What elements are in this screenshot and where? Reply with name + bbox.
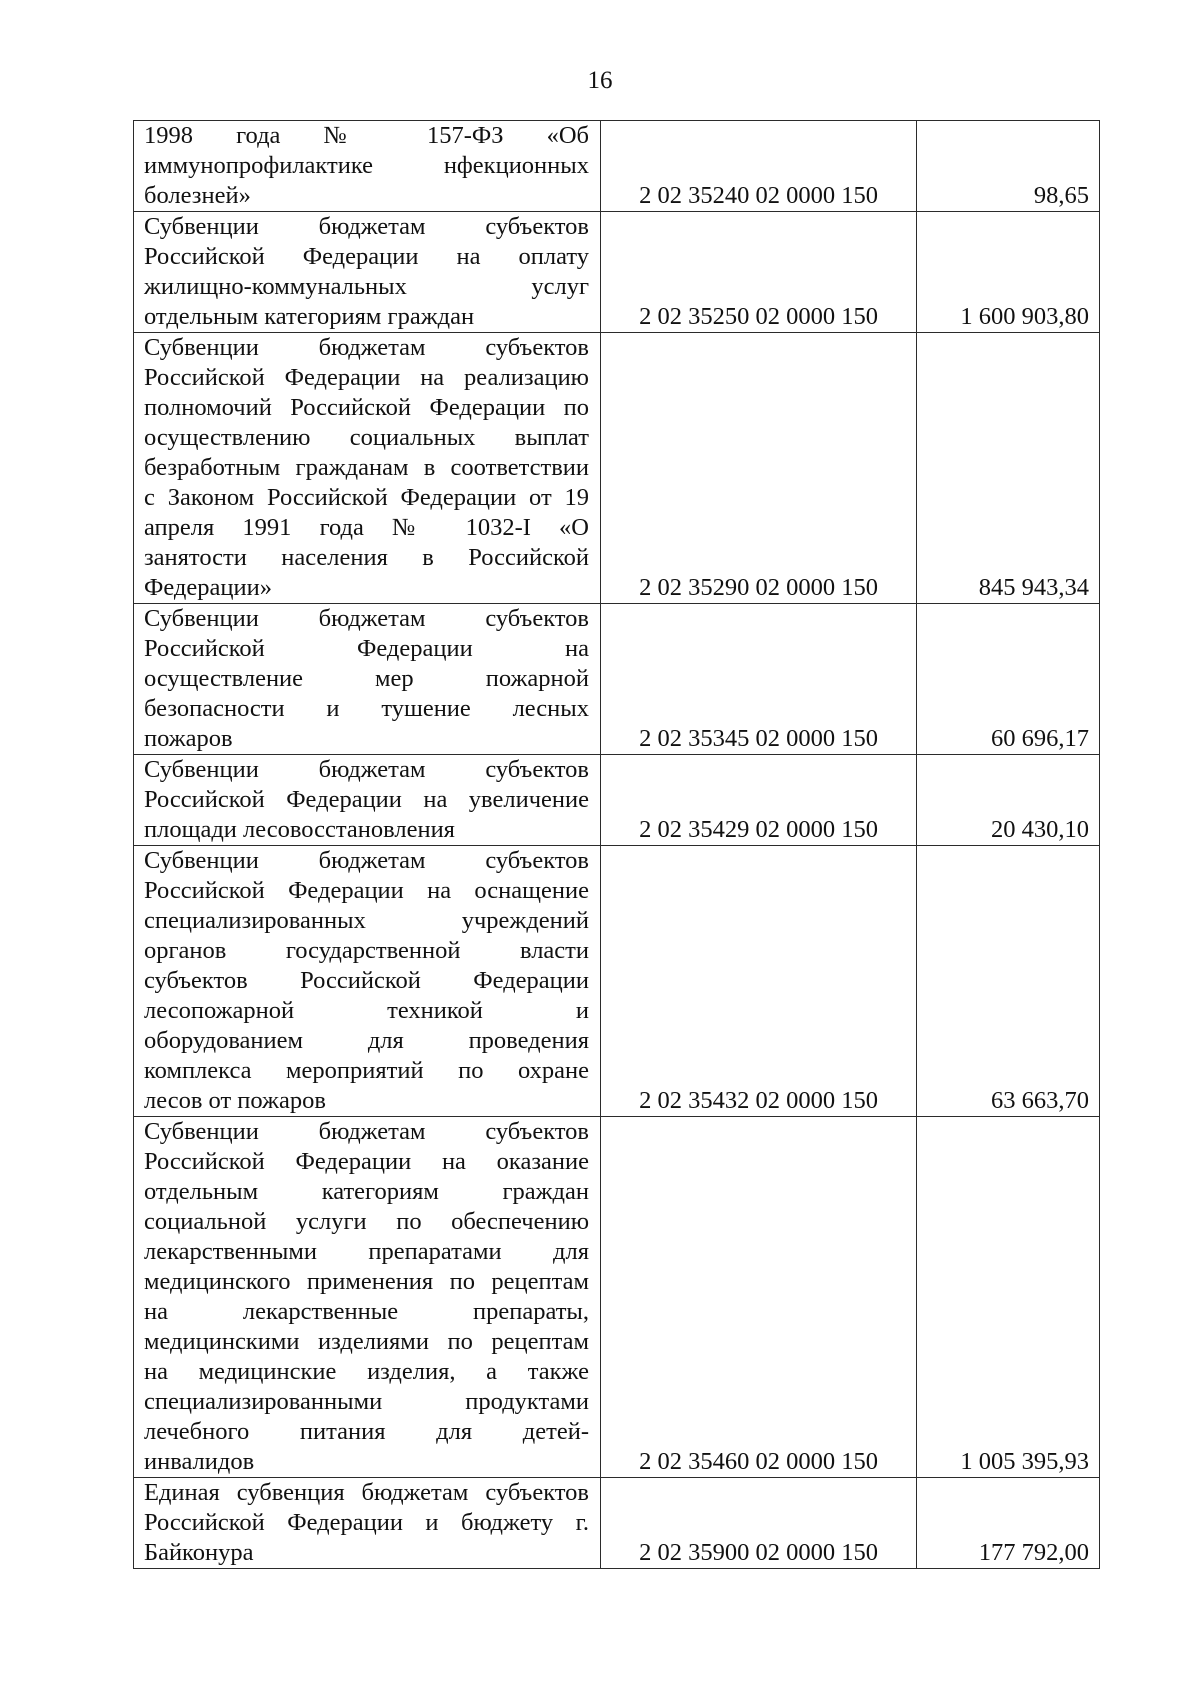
- table-row: [134, 604, 1100, 755]
- description-line: Субвенции бюджетам субъектов: [144, 334, 589, 361]
- description-line: социальной услуги по обеспечению: [144, 1208, 589, 1235]
- description-line: апреля 1991 года № 1032-I «О: [144, 514, 589, 541]
- budget-table: [133, 120, 1100, 1569]
- table-row: [134, 1478, 1100, 1569]
- row-amount-cell: [917, 846, 1100, 1117]
- description-line: Российской Федерации на: [144, 635, 589, 662]
- page-number: 16: [587, 67, 613, 94]
- description-line: на медицинские изделия, а также: [144, 1358, 589, 1385]
- row-description: [134, 1478, 601, 1569]
- description-line: болезней»: [144, 182, 251, 209]
- budget-code: 2 02 35900 02 0000 150: [639, 1539, 878, 1566]
- description-line: жилищно-коммунальных услуг: [144, 273, 589, 300]
- row-code-cell: [601, 1478, 917, 1569]
- description-line: инвалидов: [144, 1448, 255, 1475]
- description-line: пожаров: [144, 725, 233, 752]
- budget-code: 2 02 35290 02 0000 150: [639, 574, 878, 601]
- row-code-cell: [601, 846, 917, 1117]
- description-line: Российской Федерации на увеличение: [144, 786, 589, 813]
- budget-code: 2 02 35429 02 0000 150: [639, 816, 878, 843]
- row-description: [134, 333, 601, 604]
- budget-code: 2 02 35345 02 0000 150: [639, 725, 878, 752]
- row-description: [134, 121, 601, 212]
- row-code-cell: [601, 604, 917, 755]
- row-amount-cell: [917, 333, 1100, 604]
- description-line: Субвенции бюджетам субъектов: [144, 847, 589, 874]
- description-line: осуществлению социальных выплат: [144, 424, 589, 451]
- description-line: безопасности и тушение лесных: [144, 695, 589, 722]
- description-line: Федерации»: [144, 574, 272, 601]
- description-line: иммунопрофилактике нфекционных: [144, 152, 589, 179]
- row-description: [134, 604, 601, 755]
- amount-value: 20 430,10: [991, 816, 1089, 843]
- description-line: медицинского применения по рецептам: [144, 1268, 589, 1295]
- description-line: медицинскими изделиями по рецептам: [144, 1328, 589, 1355]
- row-amount-cell: [917, 1478, 1100, 1569]
- description-line: Российской Федерации на оснащение: [144, 877, 589, 904]
- description-line: Российской Федерации и бюджету г.: [144, 1509, 589, 1536]
- description-line: Единая субвенция бюджетам субъектов: [144, 1479, 589, 1506]
- row-amount-cell: [917, 604, 1100, 755]
- amount-value: 845 943,34: [978, 574, 1089, 601]
- row-amount-cell: [917, 212, 1100, 333]
- budget-code: 2 02 35460 02 0000 150: [639, 1448, 878, 1475]
- description-line: Российской Федерации на оплату: [144, 243, 589, 270]
- row-amount-cell: [917, 121, 1100, 212]
- table-row: [134, 846, 1100, 1117]
- row-description: [134, 1117, 601, 1478]
- description-line: площади лесовосстановления: [144, 816, 455, 843]
- description-line: специализированными продуктами: [144, 1388, 589, 1415]
- row-description: [134, 212, 601, 333]
- description-line: органов государственной власти: [144, 937, 589, 964]
- description-line: Российской Федерации на оказание: [144, 1148, 589, 1175]
- table-row: [134, 755, 1100, 846]
- description-line: отдельным категориям граждан: [144, 1178, 589, 1205]
- budget-code: 2 02 35432 02 0000 150: [639, 1087, 878, 1114]
- row-amount-cell: [917, 1117, 1100, 1478]
- description-line: безработным гражданам в соответствии: [144, 454, 589, 481]
- row-code-cell: [601, 755, 917, 846]
- description-line: Российской Федерации на реализацию: [144, 364, 589, 391]
- row-code-cell: [601, 121, 917, 212]
- description-line: лекарственными препаратами для: [144, 1238, 589, 1265]
- amount-value: 60 696,17: [991, 725, 1089, 752]
- amount-value: 63 663,70: [991, 1087, 1089, 1114]
- row-code-cell: [601, 212, 917, 333]
- description-line: специализированных учреждений: [144, 907, 589, 934]
- budget-code: 2 02 35240 02 0000 150: [639, 182, 878, 209]
- description-line: Субвенции бюджетам субъектов: [144, 605, 589, 632]
- description-line: осуществление мер пожарной: [144, 665, 589, 692]
- amount-value: 177 792,00: [978, 1539, 1089, 1566]
- description-line: Субвенции бюджетам субъектов: [144, 756, 589, 783]
- description-line: оборудованием для проведения: [144, 1027, 589, 1054]
- description-line: Субвенции бюджетам субъектов: [144, 213, 589, 240]
- amount-value: 1 005 395,93: [960, 1448, 1089, 1475]
- table-body: [134, 121, 1100, 1569]
- row-description: [134, 846, 601, 1117]
- description-line: занятости населения в Российской: [144, 544, 589, 571]
- description-line: лесопожарной техникой и: [144, 997, 589, 1024]
- description-line: Субвенции бюджетам субъектов: [144, 1118, 589, 1145]
- description-line: с Законом Российской Федерации от 19: [144, 484, 589, 511]
- amount-value: 1 600 903,80: [960, 303, 1089, 330]
- amount-value: 98,65: [1033, 182, 1089, 209]
- description-line: отдельным категориям граждан: [144, 303, 475, 330]
- description-line: на лекарственные препараты,: [144, 1298, 589, 1325]
- description-line: субъектов Российской Федерации: [144, 967, 589, 994]
- description-line: лесов от пожаров: [144, 1087, 326, 1114]
- row-amount-cell: [917, 755, 1100, 846]
- description-line: Байконура: [144, 1539, 254, 1566]
- table-row: [134, 121, 1100, 212]
- table-row: [134, 333, 1100, 604]
- row-code-cell: [601, 333, 917, 604]
- table-row: [134, 1117, 1100, 1478]
- description-line: полномочий Российской Федерации по: [144, 394, 589, 421]
- description-line: лечебного питания для детей-: [144, 1418, 589, 1445]
- description-line: комплекса мероприятий по охране: [144, 1057, 589, 1084]
- budget-code: 2 02 35250 02 0000 150: [639, 303, 878, 330]
- description-line: 1998 года № 157-ФЗ «Об: [144, 122, 589, 149]
- row-code-cell: [601, 1117, 917, 1478]
- table-row: [134, 212, 1100, 333]
- row-description: [134, 755, 601, 846]
